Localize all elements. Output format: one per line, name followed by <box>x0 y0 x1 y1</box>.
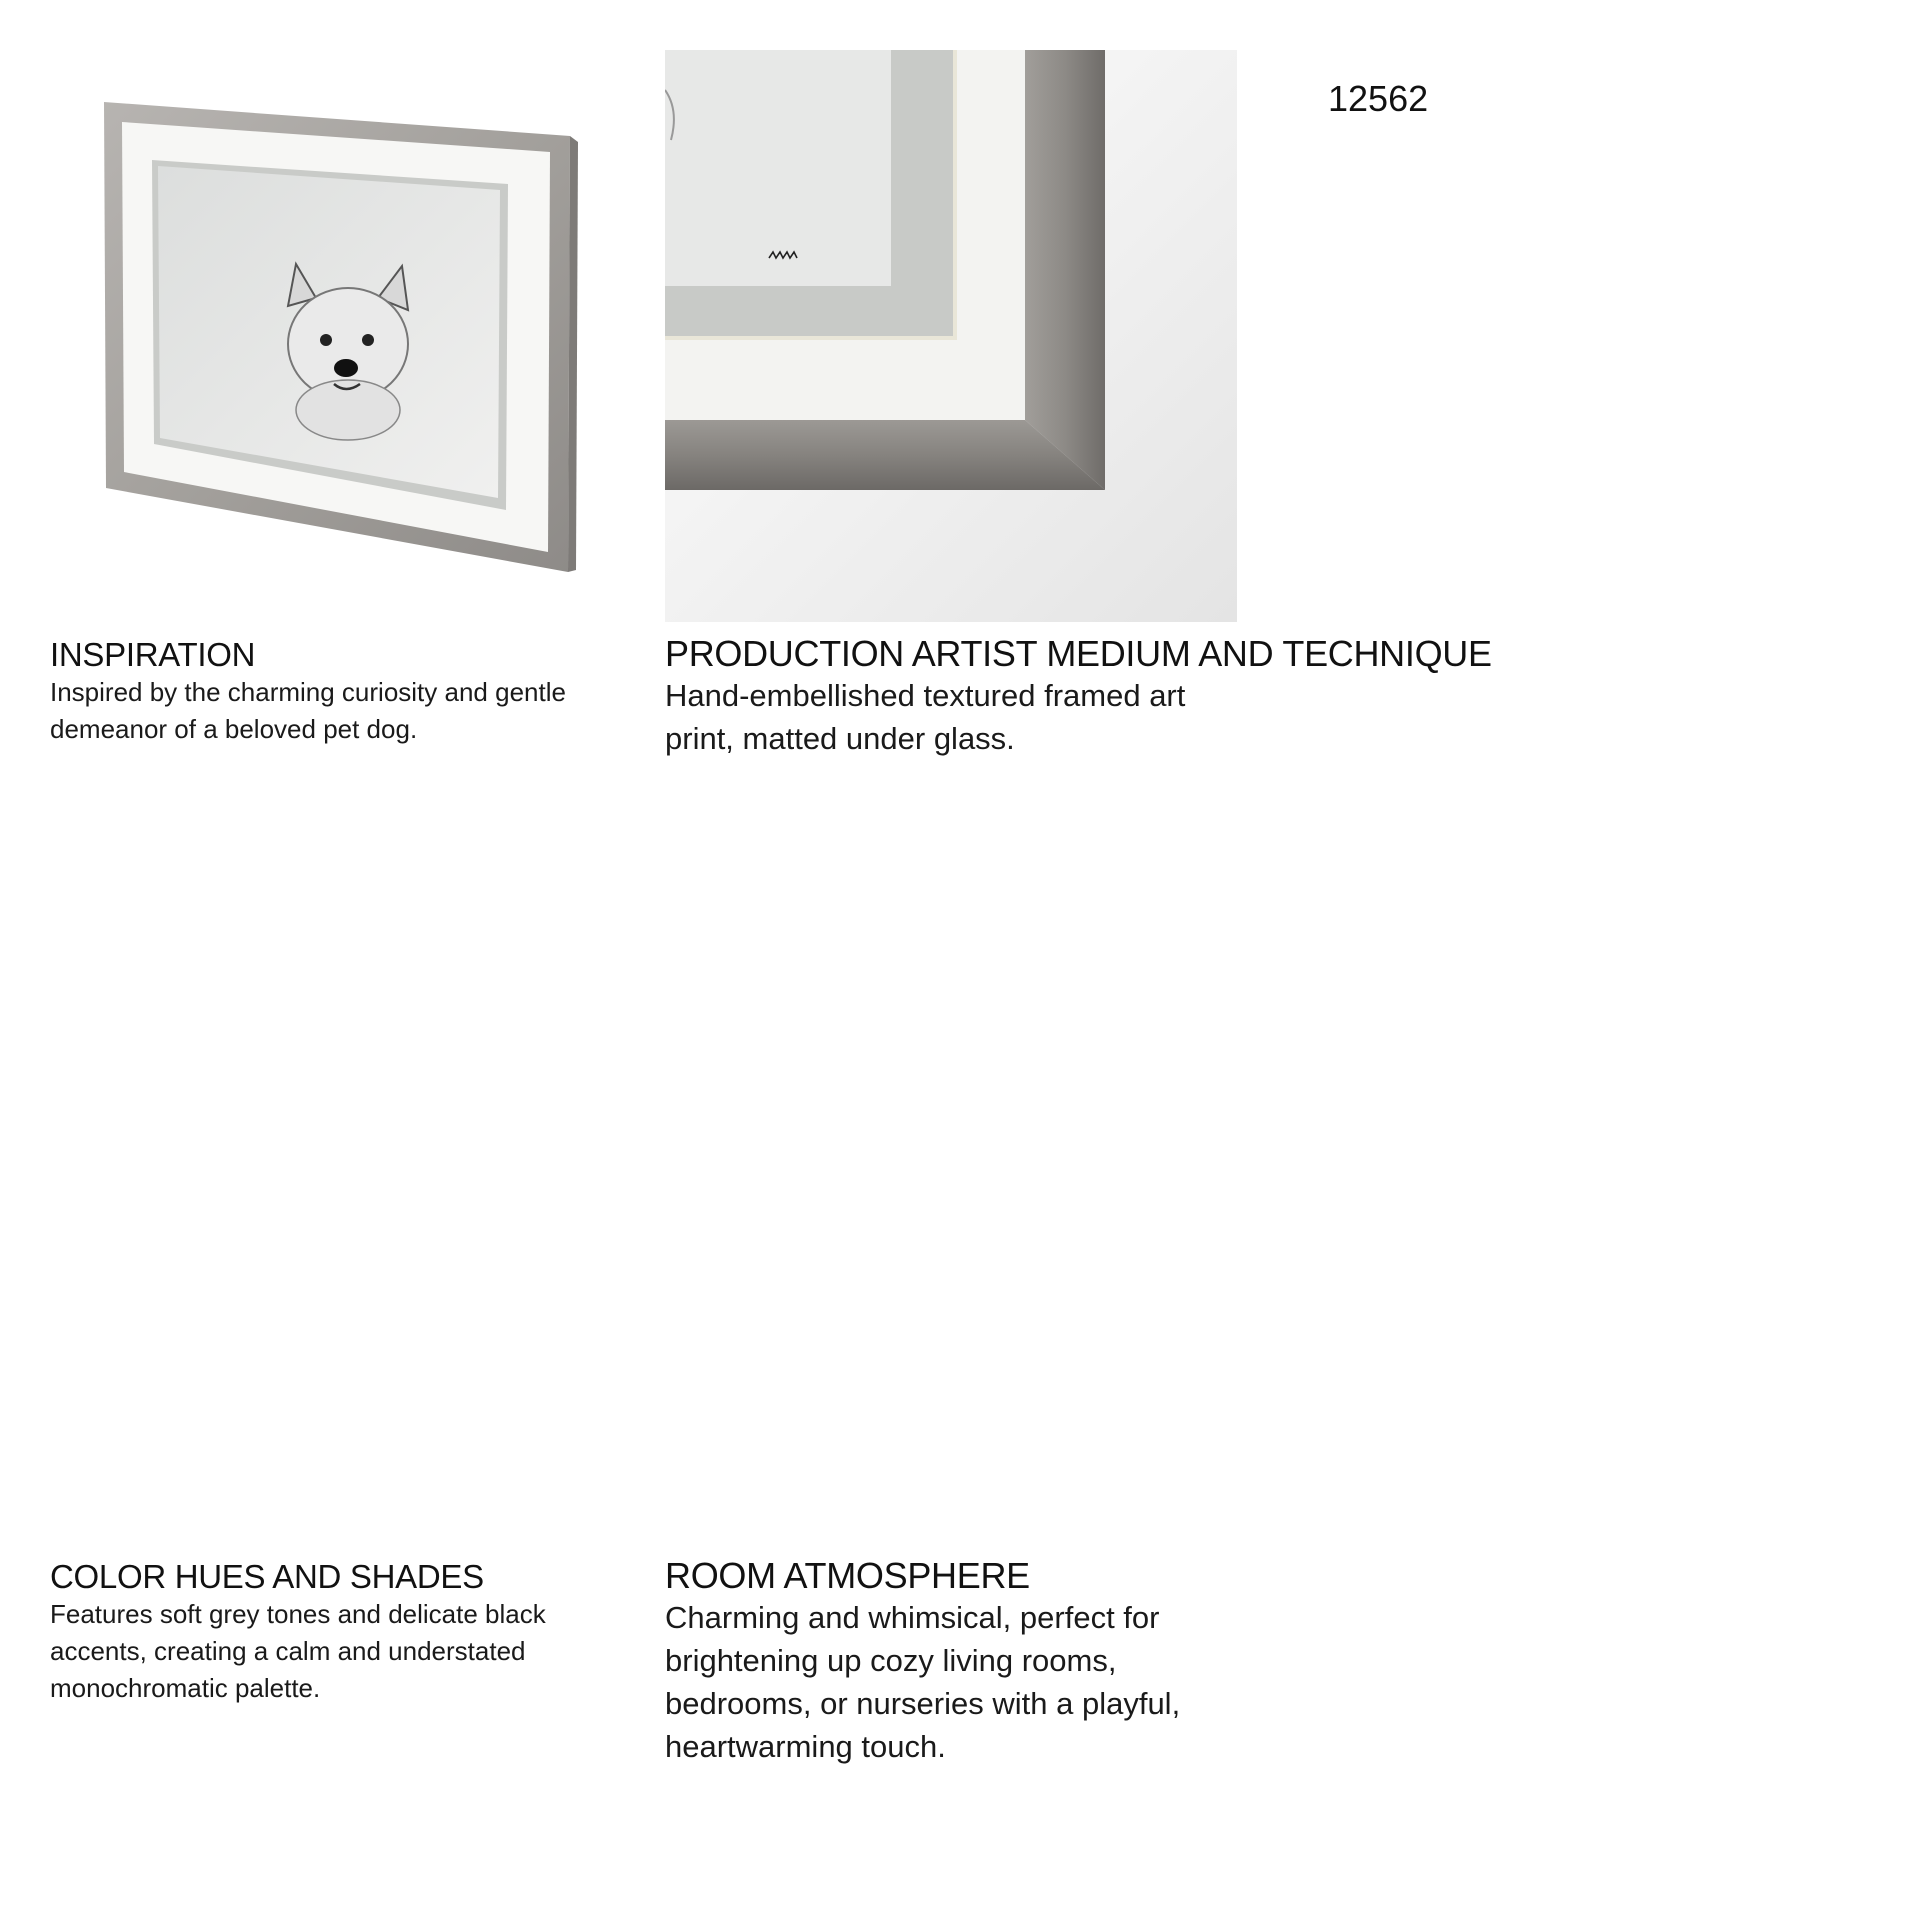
medium-text-line-2: print, matted under glass. <box>665 721 1015 756</box>
inspiration-section <box>50 636 650 748</box>
color-heading: COLOR HUES AND SHADES <box>50 1558 484 1595</box>
room-text-line-2: brightening up cozy living rooms, <box>665 1643 1117 1678</box>
room-section <box>665 1556 1365 1768</box>
product-code: 12562 <box>1328 78 1429 119</box>
medium-text-line-1: Hand-embellished textured framed art <box>665 678 1186 713</box>
frame-corner-illustration <box>665 50 1237 622</box>
room-heading: ROOM ATMOSPHERE <box>665 1555 1030 1596</box>
inspiration-text-line-1: Inspired by the charming curiosity and gentle <box>50 677 566 707</box>
color-text-line-1: Features soft grey tones and delicate black <box>50 1599 546 1629</box>
room-text-line-1: Charming and whimsical, perfect for <box>665 1600 1160 1635</box>
inspiration-heading: INSPIRATION <box>50 636 256 673</box>
framed-print-photo <box>100 100 580 580</box>
inspiration-text-line-2: demeanor of a beloved pet dog. <box>50 714 418 744</box>
color-section <box>50 1558 650 1707</box>
medium-heading: PRODUCTION ARTIST MEDIUM AND TECHNIQUE <box>665 633 1492 674</box>
dog-sketch <box>288 264 408 440</box>
framed-print-illustration <box>100 100 580 580</box>
color-text-line-2: accents, creating a calm and understated <box>50 1636 526 1666</box>
room-text-line-4: heartwarming touch. <box>665 1729 946 1764</box>
color-text-line-3: monochromatic palette. <box>50 1673 321 1703</box>
room-text-line-3: bedrooms, or nurseries with a playful, <box>665 1686 1181 1721</box>
medium-section <box>665 634 1565 760</box>
frame-corner-photo <box>665 50 1237 622</box>
